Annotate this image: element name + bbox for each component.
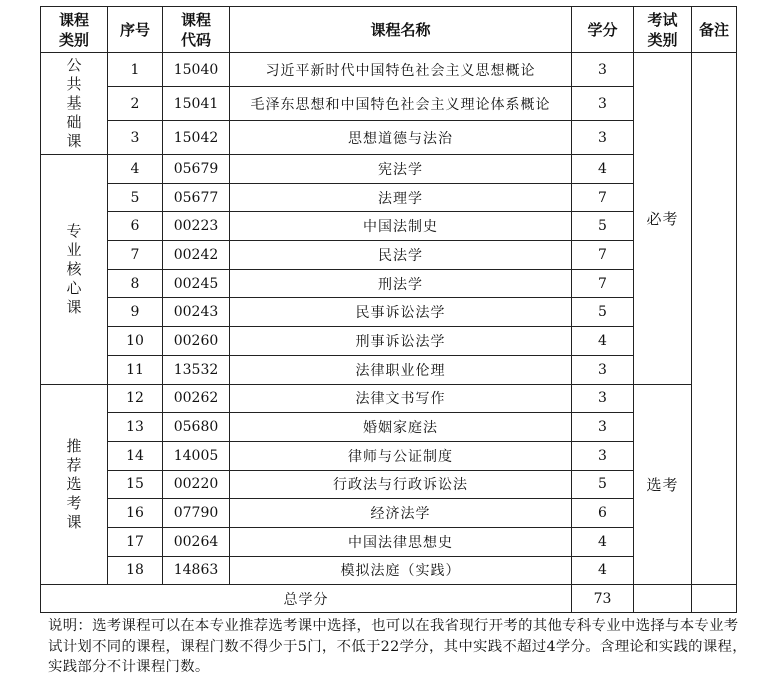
cell-code: 15041 <box>163 87 230 121</box>
table-row <box>41 183 737 212</box>
cell-name: 刑法学 <box>230 269 572 298</box>
cell-name: 宪法学 <box>230 155 572 184</box>
course-table <box>40 6 737 613</box>
table-row <box>41 384 737 413</box>
cell-code: 15042 <box>163 121 230 155</box>
header-remark: 备注 <box>692 7 737 53</box>
cell-credit: 7 <box>572 241 634 270</box>
header-code: 课程代码 <box>163 7 230 53</box>
cell-credit: 5 <box>572 470 634 499</box>
cell-seq: 7 <box>108 241 163 270</box>
cell-seq: 12 <box>108 384 163 413</box>
table-row <box>41 556 737 585</box>
cell-seq: 18 <box>108 556 163 585</box>
cell-credit: 6 <box>572 499 634 528</box>
cell-seq: 6 <box>108 212 163 241</box>
cell-seq: 8 <box>108 269 163 298</box>
table-row <box>41 499 737 528</box>
cell-code: 14005 <box>163 441 230 470</box>
total-empty-exam <box>634 585 692 613</box>
table-row <box>41 155 737 184</box>
total-row <box>41 585 737 613</box>
table-row <box>41 441 737 470</box>
cell-code: 00262 <box>163 384 230 413</box>
cell-credit: 4 <box>572 556 634 585</box>
header-seq: 序号 <box>108 7 163 53</box>
table-row <box>41 413 737 442</box>
cell-seq: 15 <box>108 470 163 499</box>
cell-name: 刑事诉讼法学 <box>230 327 572 356</box>
cell-code: 00260 <box>163 327 230 356</box>
header-category: 课程类别 <box>41 7 108 53</box>
cell-name: 法律职业伦理 <box>230 355 572 384</box>
table-row <box>41 121 737 155</box>
cell-seq: 10 <box>108 327 163 356</box>
cell-code: 00220 <box>163 470 230 499</box>
cell-code: 07790 <box>163 499 230 528</box>
cell-name: 中国法制史 <box>230 212 572 241</box>
cell-code: 00264 <box>163 527 230 556</box>
cell-seq: 2 <box>108 87 163 121</box>
table-row <box>41 87 737 121</box>
cell-name: 法律文书写作 <box>230 384 572 413</box>
course-plan <box>40 6 737 613</box>
table-row <box>41 527 737 556</box>
table-row <box>41 355 737 384</box>
cell-name: 法理学 <box>230 183 572 212</box>
cell-code: 00243 <box>163 298 230 327</box>
cell-credit: 3 <box>572 355 634 384</box>
table-row <box>41 298 737 327</box>
cell-credit: 4 <box>572 155 634 184</box>
category-elective: 推荐选考课 <box>41 384 108 585</box>
header-credit: 学分 <box>572 7 634 53</box>
cell-credit: 4 <box>572 527 634 556</box>
cell-credit: 7 <box>572 269 634 298</box>
cell-seq: 17 <box>108 527 163 556</box>
cell-seq: 13 <box>108 413 163 442</box>
cell-code: 00242 <box>163 241 230 270</box>
table-row <box>41 470 737 499</box>
footnote: 说明：选考课程可以在本专业推荐选考课中选择，也可以在我省现行开考的其他专科专业中选择与本专业考试计划不同的课程，课程门数不得少于5门，不低于22学分，其中实践不超过4学分。含理论和实践的课程，实践部分不计课程门数。 <box>48 618 747 675</box>
total-label: 总学分 <box>41 585 572 613</box>
cell-credit: 3 <box>572 384 634 413</box>
cell-code: 00223 <box>163 212 230 241</box>
cell-credit: 3 <box>572 53 634 87</box>
cell-name: 民法学 <box>230 241 572 270</box>
cell-code: 05680 <box>163 413 230 442</box>
total-value: 73 <box>572 585 634 613</box>
cell-name: 婚姻家庭法 <box>230 413 572 442</box>
cell-code: 14863 <box>163 556 230 585</box>
category-public: 公共基础课 <box>41 53 108 155</box>
cell-credit: 5 <box>572 212 634 241</box>
table-row <box>41 53 737 87</box>
header-exam: 考试类别 <box>634 7 692 53</box>
cell-code: 15040 <box>163 53 230 87</box>
cell-credit: 3 <box>572 441 634 470</box>
cell-code: 05679 <box>163 155 230 184</box>
cell-credit: 3 <box>572 413 634 442</box>
cell-code: 13532 <box>163 355 230 384</box>
cell-name: 习近平新时代中国特色社会主义思想概论 <box>230 53 572 87</box>
cell-credit: 5 <box>572 298 634 327</box>
exam-type-required: 必考 <box>634 53 692 385</box>
cell-credit: 3 <box>572 87 634 121</box>
cell-name: 毛泽东思想和中国特色社会主义理论体系概论 <box>230 87 572 121</box>
cell-seq: 14 <box>108 441 163 470</box>
table-row <box>41 269 737 298</box>
cell-name: 行政法与行政诉讼法 <box>230 470 572 499</box>
cell-credit: 7 <box>572 183 634 212</box>
cell-credit: 3 <box>572 121 634 155</box>
remark-cell <box>692 53 737 585</box>
cell-seq: 4 <box>108 155 163 184</box>
category-core: 专业核心课 <box>41 155 108 385</box>
cell-credit: 4 <box>572 327 634 356</box>
table-row <box>41 327 737 356</box>
exam-type-elective: 选考 <box>634 384 692 585</box>
cell-seq: 3 <box>108 121 163 155</box>
cell-name: 模拟法庭（实践） <box>230 556 572 585</box>
cell-name: 民事诉讼法学 <box>230 298 572 327</box>
cell-name: 律师与公证制度 <box>230 441 572 470</box>
header-row <box>41 7 737 53</box>
cell-name: 思想道德与法治 <box>230 121 572 155</box>
table-row <box>41 212 737 241</box>
table-row <box>41 241 737 270</box>
total-empty-remark <box>692 585 737 613</box>
cell-code: 00245 <box>163 269 230 298</box>
cell-seq: 5 <box>108 183 163 212</box>
header-name: 课程名称 <box>230 7 572 53</box>
cell-name: 中国法律思想史 <box>230 527 572 556</box>
cell-seq: 9 <box>108 298 163 327</box>
cell-name: 经济法学 <box>230 499 572 528</box>
cell-seq: 11 <box>108 355 163 384</box>
cell-seq: 16 <box>108 499 163 528</box>
cell-seq: 1 <box>108 53 163 87</box>
cell-code: 05677 <box>163 183 230 212</box>
